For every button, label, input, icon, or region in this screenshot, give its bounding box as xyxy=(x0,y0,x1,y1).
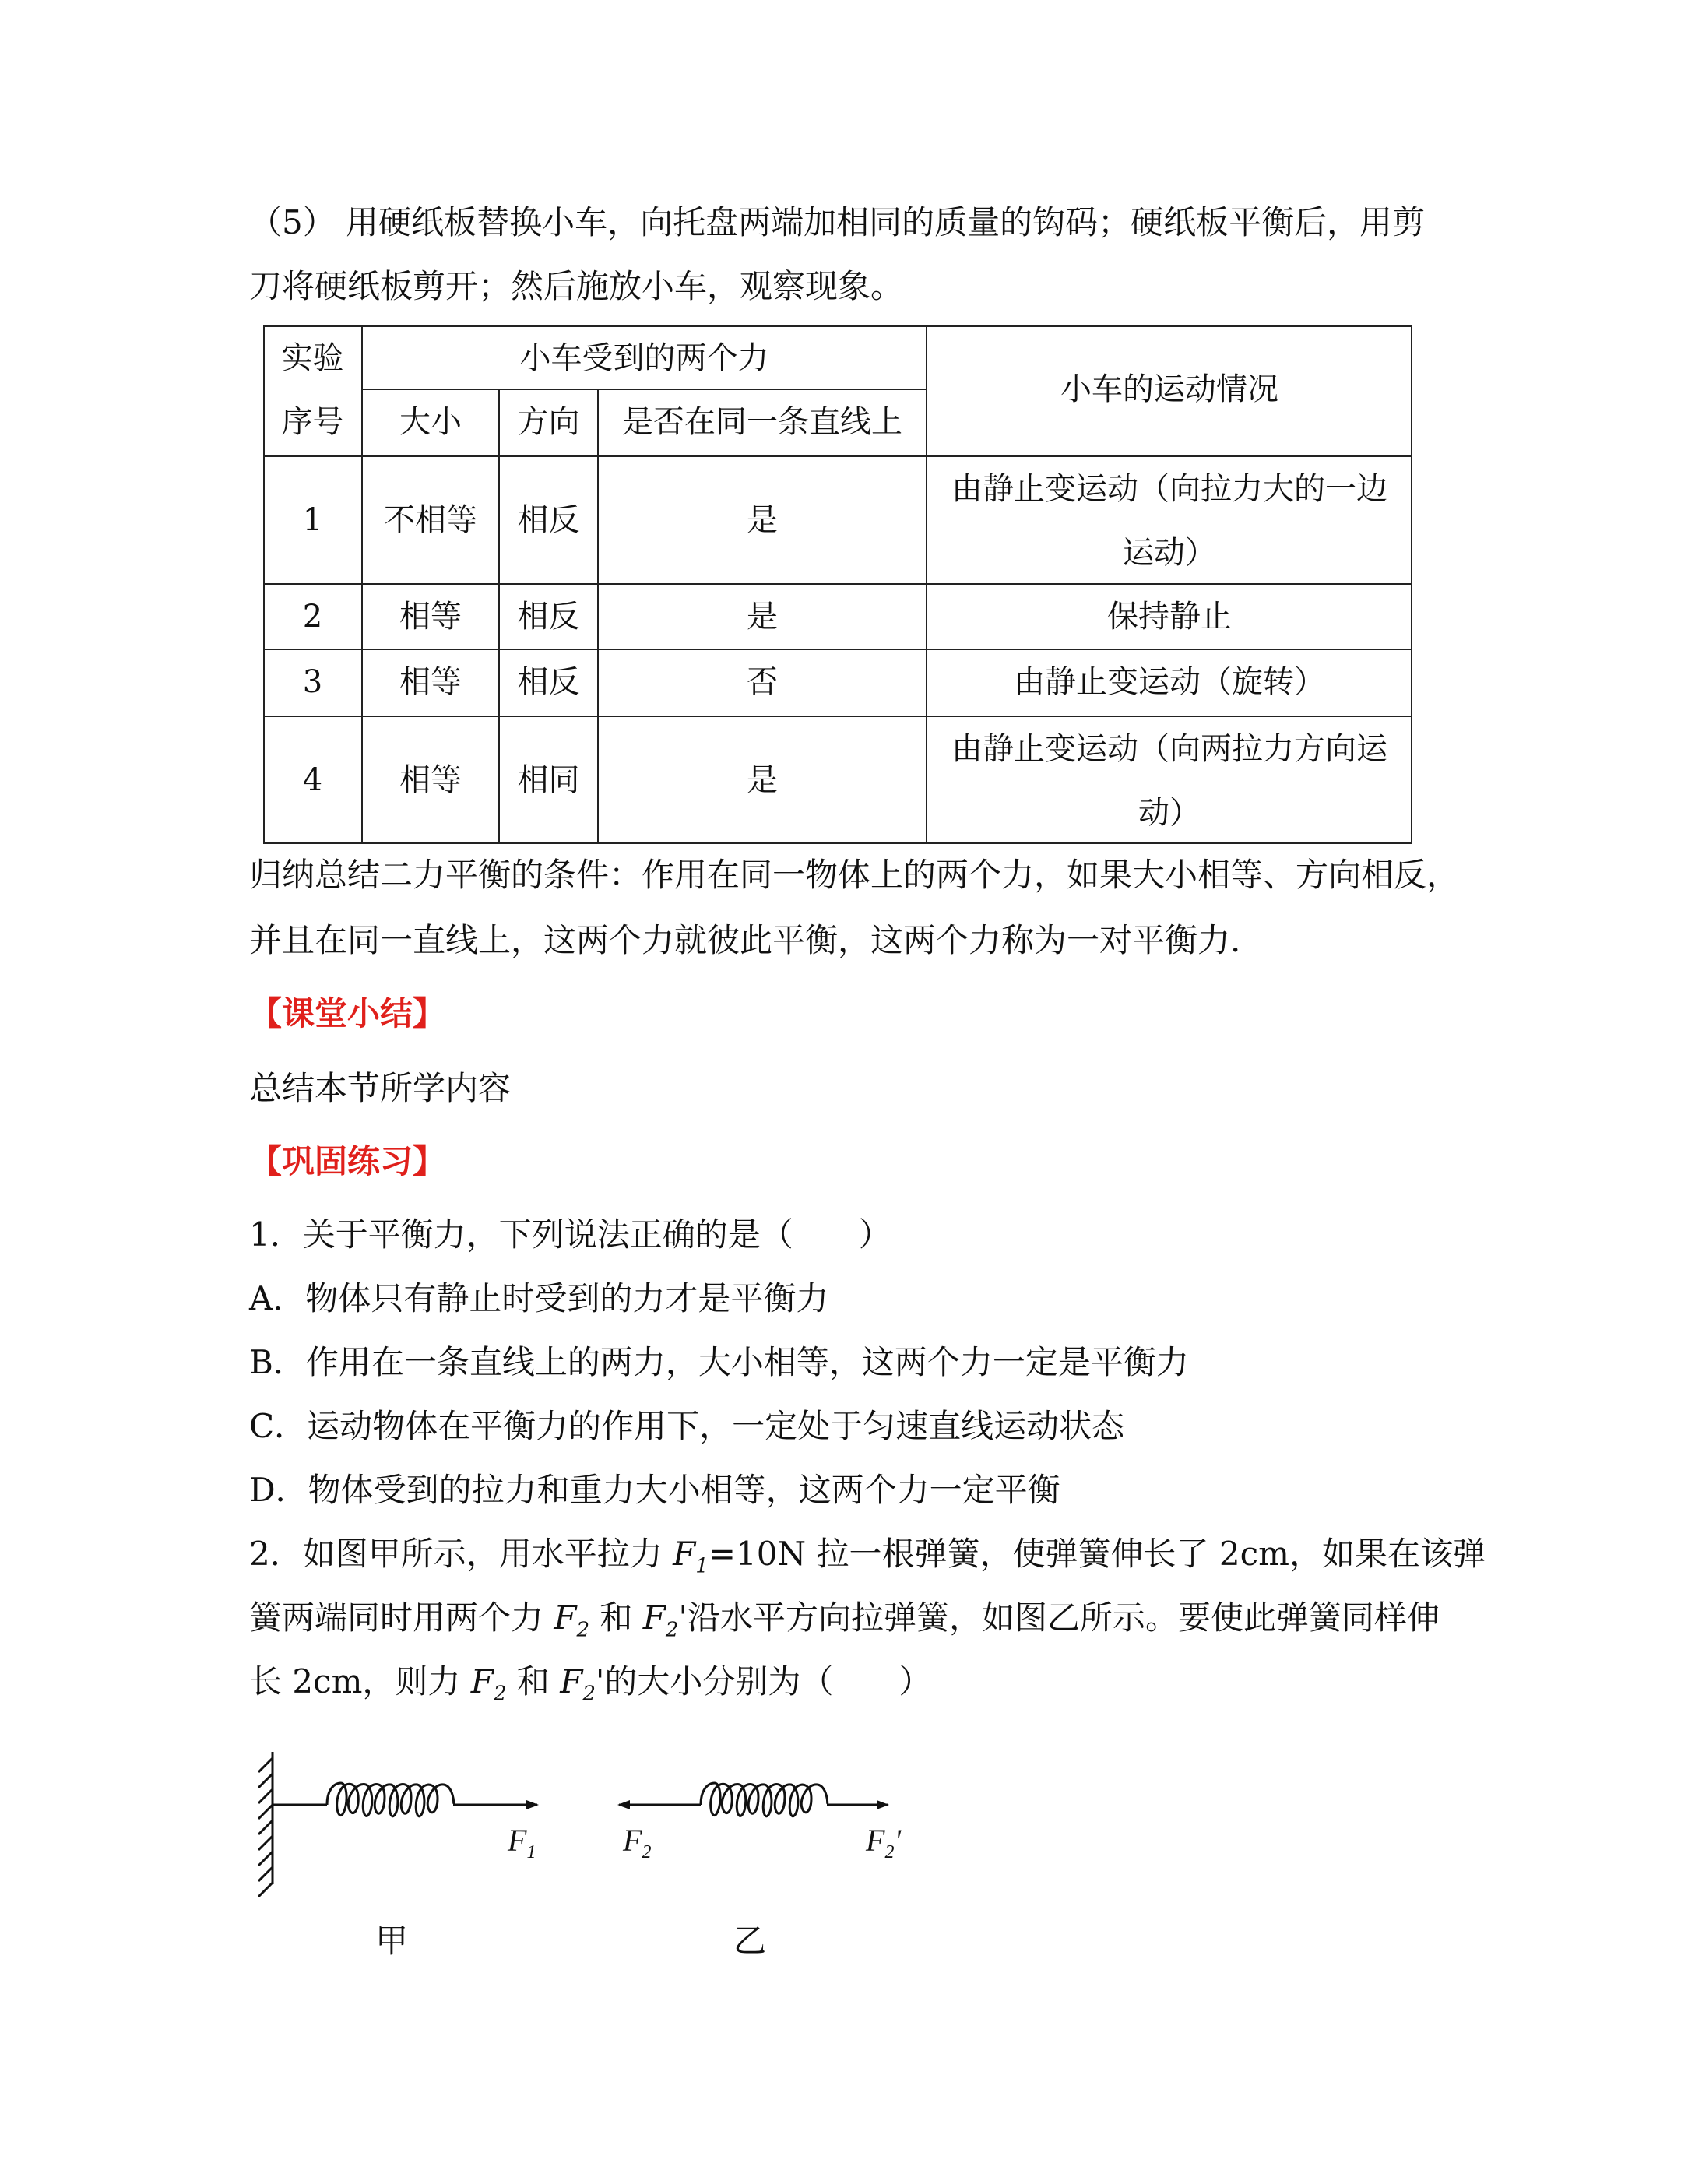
q2-l1-sub: 1 xyxy=(695,1554,709,1578)
row3-direction: 相反 xyxy=(517,664,580,700)
class-summary-text: 总结本节所学内容 xyxy=(249,1069,512,1107)
q2-l3-sub1: 2 xyxy=(493,1682,507,1706)
q1-stem: 1．关于平衡力，下列说法正确的是（ ） xyxy=(249,1215,891,1254)
q2-l3-text-c: '的大小分别为（ ） xyxy=(595,1662,932,1700)
experiment-table xyxy=(263,325,1412,844)
q2-l2-f2: F xyxy=(642,1598,666,1637)
q1-option-b: B．作用在一条直线上的两力，大小相等，这两个力一定是平衡力 xyxy=(249,1343,1189,1381)
q2-l3-text-b: 和 xyxy=(506,1662,561,1700)
q2-l2-text-a: 簧两端同时用两个力 xyxy=(249,1598,554,1637)
row1-motion-l2: 运动） xyxy=(1123,535,1216,571)
label-f2-prime: $F_2'$ xyxy=(866,1823,901,1862)
row1-same-line: 是 xyxy=(747,502,778,538)
q2-line-2 xyxy=(249,1596,1440,1651)
practice-heading: 【巩固练习】 xyxy=(249,1142,446,1180)
spring-a xyxy=(273,1783,537,1816)
row4-direction: 相同 xyxy=(517,762,580,798)
header-same-line: 是否在同一条直线上 xyxy=(622,404,902,440)
row1-seq: 1 xyxy=(302,502,323,538)
header-seq-line2: 序号 xyxy=(281,404,344,440)
q2-l2-f1: F xyxy=(554,1598,577,1637)
row2-seq: 2 xyxy=(302,599,323,635)
intro-line-2: 刀将硬纸板剪开；然后施放小车，观察现象。 xyxy=(249,267,904,305)
q2-line-3 xyxy=(249,1660,1440,1715)
row4-same-line: 是 xyxy=(747,762,778,798)
class-summary-heading: 【课堂小结】 xyxy=(249,994,446,1032)
caption-yi: 乙 xyxy=(733,1922,767,1960)
q2-l3-f2: F xyxy=(560,1662,583,1700)
q1-option-d: D．物体受到的拉力和重力大小相等，这两个力一定平衡 xyxy=(249,1471,1060,1509)
row3-same-line: 否 xyxy=(747,664,778,700)
row2-direction: 相反 xyxy=(517,599,580,635)
row4-seq: 4 xyxy=(302,762,323,798)
spring-diagram xyxy=(249,1721,934,1970)
q2-l2-sub2: 2 xyxy=(665,1618,679,1642)
q2-l1-text-a: 2．如图甲所示，用水平拉力 xyxy=(249,1535,673,1573)
header-size: 大小 xyxy=(399,404,462,440)
row3-motion: 由静止变运动（旋转） xyxy=(1014,664,1325,700)
q2-l2-text-b: 和 xyxy=(589,1598,643,1637)
q1-option-c: C．运动物体在平衡力的作用下，一定处于匀速直线运动状态 xyxy=(249,1407,1125,1445)
q2-l3-text-a: 长 2cm，则力 xyxy=(249,1662,471,1700)
header-direction: 方向 xyxy=(517,404,580,440)
row4-size: 相等 xyxy=(399,762,462,798)
header-motion: 小车的运动情况 xyxy=(1060,371,1278,407)
row4-motion-l1: 由静止变运动（向两拉力方向运 xyxy=(951,731,1387,767)
row1-direction: 相反 xyxy=(517,502,580,538)
q2-line-1 xyxy=(249,1532,1486,1588)
row1-size: 不相等 xyxy=(384,502,477,538)
q2-l2-text-c: '沿水平方向拉弹簧，如图乙所示。要使此弹簧同样伸 xyxy=(678,1598,1440,1637)
row2-motion: 保持静止 xyxy=(1107,599,1232,635)
wall xyxy=(258,1752,273,1897)
summary-line-1: 归纳总结二力平衡的条件：作用在同一物体上的两个力，如果大小相等、方向相反， xyxy=(249,856,1460,894)
q1-option-a: A．物体只有静止时受到的力才是平衡力 xyxy=(249,1279,829,1317)
q2-l2-sub1: 2 xyxy=(576,1618,590,1642)
caption-jia: 甲 xyxy=(375,1922,409,1960)
row3-size: 相等 xyxy=(399,664,462,700)
spring-b xyxy=(619,1783,888,1816)
row3-seq: 3 xyxy=(302,664,323,700)
row4-motion-l2: 动） xyxy=(1138,795,1201,831)
header-seq-line1: 实验 xyxy=(281,340,344,376)
q2-l1-text-b: =10N 拉一根弹簧，使弹簧伸长了 2cm，如果在该弹 xyxy=(708,1535,1486,1573)
row1-motion-l1: 由静止变运动（向拉力大的一边 xyxy=(951,471,1387,507)
intro-line-1: （5） 用硬纸板替换小车，向托盘两端加相同的质量的钩码；硬纸板平衡后，用剪 xyxy=(249,203,1426,241)
summary-line-2: 并且在同一直线上，这两个力就彼此平衡，这两个力称为一对平衡力. xyxy=(249,921,1241,959)
label-f1: $F_1$ xyxy=(508,1823,536,1862)
spring-figure xyxy=(249,1721,934,1970)
header-forces: 小车受到的两个力 xyxy=(519,340,769,376)
row2-same-line: 是 xyxy=(747,599,778,635)
q2-l3-sub2: 2 xyxy=(582,1682,596,1706)
q2-l3-f1: F xyxy=(470,1662,494,1700)
row2-size: 相等 xyxy=(399,599,462,635)
q2-l1-f: F xyxy=(673,1535,696,1573)
label-f2: $F_2$ xyxy=(623,1823,652,1862)
